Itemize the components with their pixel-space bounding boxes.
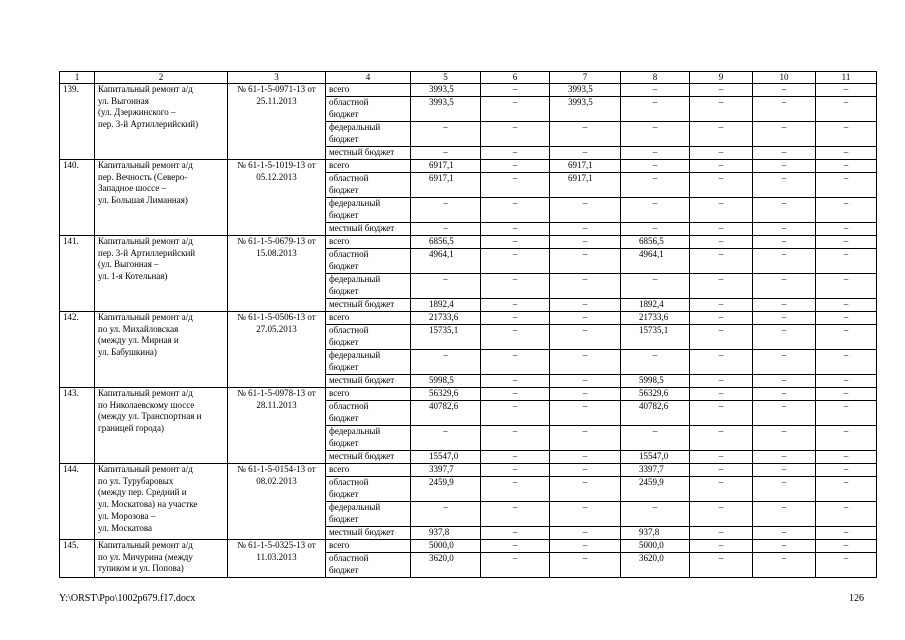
value-col-10: – (753, 540, 816, 553)
value-col-5: 15547,0 (411, 451, 481, 464)
value-col-5: – (411, 426, 481, 451)
value-col-10: – (753, 122, 816, 147)
object-name: Капитальный ремонт а/д по ул. Турубаровых (между пер. Средний и ул. Москатова) на участке ул. Морозова – ул. Москатова (95, 464, 228, 540)
value-col-5: 21733,6 (411, 312, 481, 325)
value-col-10: – (753, 553, 816, 578)
value-col-8: – (621, 97, 690, 122)
value-col-9: – (690, 299, 753, 312)
value-col-9: – (690, 426, 753, 451)
value-col-11: – (816, 274, 877, 299)
row-number: 145. (60, 540, 95, 578)
value-col-8: 21733,6 (621, 312, 690, 325)
value-col-9: – (690, 173, 753, 198)
value-col-6: – (481, 375, 550, 388)
value-col-7: – (550, 553, 621, 578)
row-number: 141. (60, 236, 95, 312)
value-col-7: – (550, 401, 621, 426)
value-col-9: – (690, 147, 753, 160)
column-number-9: 9 (690, 72, 753, 84)
value-col-7: – (550, 236, 621, 249)
value-col-8: 15735,1 (621, 325, 690, 350)
value-col-9: – (690, 249, 753, 274)
funding-source: всего (326, 312, 411, 325)
value-col-6: – (481, 350, 550, 375)
value-col-10: – (753, 84, 816, 97)
value-col-6: – (481, 502, 550, 527)
value-col-7: – (550, 312, 621, 325)
value-col-10: – (753, 173, 816, 198)
value-col-6: – (481, 223, 550, 236)
funding-source: местный бюджет (326, 451, 411, 464)
funding-source: областной бюджет (326, 249, 411, 274)
value-col-9: – (690, 84, 753, 97)
value-col-9: – (690, 553, 753, 578)
footer-file-path: Y:\ORST\Ppo\1002p679.f17.docx (59, 593, 196, 604)
footer-page-number: 126 (849, 593, 864, 604)
value-col-9: – (690, 325, 753, 350)
value-col-5: 15735,1 (411, 325, 481, 350)
value-col-11: – (816, 198, 877, 223)
funding-source: областной бюджет (326, 325, 411, 350)
funding-source: местный бюджет (326, 375, 411, 388)
value-col-5: 6917,1 (411, 173, 481, 198)
value-col-9: – (690, 527, 753, 540)
value-col-10: – (753, 160, 816, 173)
value-col-10: – (753, 97, 816, 122)
funding-source: местный бюджет (326, 299, 411, 312)
value-col-9: – (690, 401, 753, 426)
value-col-8: 937,8 (621, 527, 690, 540)
value-col-10: – (753, 502, 816, 527)
value-col-5: 3397,7 (411, 464, 481, 477)
value-col-9: – (690, 464, 753, 477)
funding-source: областной бюджет (326, 477, 411, 502)
value-col-9: – (690, 388, 753, 401)
value-col-6: – (481, 173, 550, 198)
value-col-10: – (753, 249, 816, 274)
value-col-10: – (753, 198, 816, 223)
value-col-7: – (550, 147, 621, 160)
funding-source: местный бюджет (326, 147, 411, 160)
document-number: № 61-1-5-0679-13 от 15.08.2013 (228, 236, 326, 312)
column-number-6: 6 (481, 72, 550, 84)
object-name: Капитальный ремонт а/д пер. 3-й Артиллерийский (ул. Выгонная – ул. 1-я Котельная) (95, 236, 228, 312)
value-col-10: – (753, 312, 816, 325)
value-col-8: 5000,0 (621, 540, 690, 553)
value-col-7: – (550, 426, 621, 451)
value-col-8: – (621, 223, 690, 236)
value-col-7: – (550, 122, 621, 147)
value-col-7: – (550, 274, 621, 299)
value-col-11: – (816, 160, 877, 173)
value-col-5: 5998,5 (411, 375, 481, 388)
value-col-10: – (753, 527, 816, 540)
value-col-11: – (816, 84, 877, 97)
value-col-11: – (816, 173, 877, 198)
value-col-11: – (816, 97, 877, 122)
value-col-7: – (550, 540, 621, 553)
value-col-6: – (481, 325, 550, 350)
value-col-6: – (481, 97, 550, 122)
value-col-9: – (690, 97, 753, 122)
row-number: 143. (60, 388, 95, 464)
document-number: № 61-1-5-0154-13 от 08.02.2013 (228, 464, 326, 540)
value-col-6: – (481, 553, 550, 578)
funding-source: местный бюджет (326, 527, 411, 540)
value-col-8: – (621, 426, 690, 451)
funding-source: федеральный бюджет (326, 122, 411, 147)
value-col-5: – (411, 502, 481, 527)
column-number-10: 10 (753, 72, 816, 84)
value-col-7: – (550, 451, 621, 464)
row-number: 144. (60, 464, 95, 540)
funding-source: всего (326, 236, 411, 249)
column-number-11: 11 (816, 72, 877, 84)
value-col-6: – (481, 401, 550, 426)
value-col-11: – (816, 236, 877, 249)
value-col-5: 3993,5 (411, 84, 481, 97)
value-col-10: – (753, 274, 816, 299)
column-number-5: 5 (411, 72, 481, 84)
funding-source: областной бюджет (326, 173, 411, 198)
funding-source: федеральный бюджет (326, 502, 411, 527)
value-col-11: – (816, 299, 877, 312)
value-col-7: – (550, 477, 621, 502)
value-col-6: – (481, 84, 550, 97)
value-col-5: 1892,4 (411, 299, 481, 312)
document-number: № 61-1-5-0506-13 от 27.05.2013 (228, 312, 326, 388)
value-col-5: 3993,5 (411, 97, 481, 122)
value-col-11: – (816, 122, 877, 147)
value-col-8: 4964,1 (621, 249, 690, 274)
value-col-11: – (816, 312, 877, 325)
value-col-6: – (481, 274, 550, 299)
value-col-10: – (753, 223, 816, 236)
value-col-7: – (550, 350, 621, 375)
object-name: Капитальный ремонт а/д по Николаевскому шоссе (между ул. Транспортная и границей города) (95, 388, 228, 464)
funding-source: федеральный бюджет (326, 274, 411, 299)
table-row (60, 84, 877, 97)
value-col-8: – (621, 173, 690, 198)
row-number: 139. (60, 84, 95, 160)
value-col-8: 15547,0 (621, 451, 690, 464)
value-col-6: – (481, 527, 550, 540)
value-col-11: – (816, 147, 877, 160)
value-col-6: – (481, 160, 550, 173)
value-col-7: 3993,5 (550, 84, 621, 97)
value-col-8: 3620,0 (621, 553, 690, 578)
column-number-7: 7 (550, 72, 621, 84)
funding-source: местный бюджет (326, 223, 411, 236)
value-col-5: – (411, 274, 481, 299)
funding-source: всего (326, 464, 411, 477)
funding-source: всего (326, 388, 411, 401)
value-col-9: – (690, 477, 753, 502)
value-col-5: 6856,5 (411, 236, 481, 249)
column-number-1: 1 (60, 72, 95, 84)
value-col-11: – (816, 540, 877, 553)
row-number: 142. (60, 312, 95, 388)
value-col-10: – (753, 350, 816, 375)
value-col-7: – (550, 223, 621, 236)
value-col-5: 3620,0 (411, 553, 481, 578)
funding-source: федеральный бюджет (326, 426, 411, 451)
value-col-5: 2459,9 (411, 477, 481, 502)
value-col-5: – (411, 198, 481, 223)
value-col-9: – (690, 375, 753, 388)
value-col-7: 6917,1 (550, 173, 621, 198)
value-col-6: – (481, 477, 550, 502)
value-col-6: – (481, 464, 550, 477)
value-col-6: – (481, 426, 550, 451)
value-col-6: – (481, 388, 550, 401)
value-col-5: 40782,6 (411, 401, 481, 426)
value-col-6: – (481, 236, 550, 249)
value-col-8: 2459,9 (621, 477, 690, 502)
value-col-10: – (753, 477, 816, 502)
value-col-8: – (621, 160, 690, 173)
value-col-6: – (481, 312, 550, 325)
value-col-10: – (753, 147, 816, 160)
value-col-6: – (481, 147, 550, 160)
value-col-7: – (550, 464, 621, 477)
value-col-8: 1892,4 (621, 299, 690, 312)
value-col-8: 6856,5 (621, 236, 690, 249)
value-col-6: – (481, 451, 550, 464)
value-col-9: – (690, 540, 753, 553)
funding-source: областной бюджет (326, 97, 411, 122)
value-col-9: – (690, 274, 753, 299)
value-col-11: – (816, 350, 877, 375)
value-col-9: – (690, 236, 753, 249)
value-col-11: – (816, 451, 877, 464)
value-col-11: – (816, 375, 877, 388)
value-col-11: – (816, 401, 877, 426)
object-name: Капитальный ремонт а/д пер. Вечность (Северо- Западное шоссе – ул. Большая Лиманная) (95, 160, 228, 236)
value-col-10: – (753, 325, 816, 350)
value-col-7: – (550, 299, 621, 312)
value-col-7: – (550, 375, 621, 388)
value-col-10: – (753, 236, 816, 249)
column-number-8: 8 (621, 72, 690, 84)
funding-source: областной бюджет (326, 401, 411, 426)
column-number-2: 2 (95, 72, 228, 84)
value-col-9: – (690, 451, 753, 464)
value-col-8: 3397,7 (621, 464, 690, 477)
value-col-9: – (690, 312, 753, 325)
value-col-9: – (690, 223, 753, 236)
column-number-3: 3 (228, 72, 326, 84)
document-number: № 61-1-5-0978-13 от 28.11.2013 (228, 388, 326, 464)
value-col-11: – (816, 325, 877, 350)
value-col-5: 5000,0 (411, 540, 481, 553)
value-col-11: – (816, 553, 877, 578)
table-row (60, 236, 877, 249)
funding-source: всего (326, 540, 411, 553)
document-number: № 61-1-5-0325-13 от 11.03.2013 (228, 540, 326, 578)
value-col-8: – (621, 274, 690, 299)
funding-source: федеральный бюджет (326, 350, 411, 375)
value-col-5: – (411, 223, 481, 236)
value-col-10: – (753, 375, 816, 388)
table-row (60, 160, 877, 173)
object-name: Капитальный ремонт а/д по ул. Мичурина (между тупиком и ул. Попова) (95, 540, 228, 578)
value-col-8: 5998,5 (621, 375, 690, 388)
value-col-9: – (690, 502, 753, 527)
value-col-11: – (816, 388, 877, 401)
value-col-10: – (753, 426, 816, 451)
value-col-11: – (816, 464, 877, 477)
value-col-5: – (411, 350, 481, 375)
value-col-7: – (550, 388, 621, 401)
value-col-5: – (411, 147, 481, 160)
value-col-6: – (481, 299, 550, 312)
value-col-8: – (621, 198, 690, 223)
value-col-7: – (550, 249, 621, 274)
value-col-8: – (621, 350, 690, 375)
funding-source: областной бюджет (326, 553, 411, 578)
document-number: № 61-1-5-0971-13 от 25.11.2013 (228, 84, 326, 160)
value-col-9: – (690, 122, 753, 147)
funding-source: всего (326, 84, 411, 97)
value-col-9: – (690, 198, 753, 223)
value-col-7: – (550, 527, 621, 540)
value-col-8: 56329,6 (621, 388, 690, 401)
value-col-7: 6917,1 (550, 160, 621, 173)
value-col-5: – (411, 122, 481, 147)
document-number: № 61-1-5-1019-13 от 05.12.2013 (228, 160, 326, 236)
program-table (59, 71, 877, 578)
value-col-8: – (621, 147, 690, 160)
funding-source: всего (326, 160, 411, 173)
value-col-11: – (816, 477, 877, 502)
value-col-5: 4964,1 (411, 249, 481, 274)
value-col-8: 40782,6 (621, 401, 690, 426)
value-col-11: – (816, 502, 877, 527)
value-col-5: 6917,1 (411, 160, 481, 173)
value-col-6: – (481, 540, 550, 553)
value-col-11: – (816, 223, 877, 236)
value-col-7: – (550, 502, 621, 527)
value-col-5: 56329,6 (411, 388, 481, 401)
value-col-9: – (690, 350, 753, 375)
value-col-10: – (753, 401, 816, 426)
object-name: Капитальный ремонт а/д ул. Выгонная (ул. Дзержинского – пер. 3-й Артиллерийский) (95, 84, 228, 160)
value-col-7: 3993,5 (550, 97, 621, 122)
column-number-4: 4 (326, 72, 411, 84)
value-col-11: – (816, 527, 877, 540)
object-name: Капитальный ремонт а/д по ул. Михайловская (между ул. Мирная и ул. Бабушкина) (95, 312, 228, 388)
table-row (60, 388, 877, 401)
value-col-7: – (550, 325, 621, 350)
row-number: 140. (60, 160, 95, 236)
table-row (60, 464, 877, 477)
value-col-11: – (816, 426, 877, 451)
value-col-6: – (481, 198, 550, 223)
value-col-10: – (753, 388, 816, 401)
value-col-7: – (550, 198, 621, 223)
value-col-6: – (481, 249, 550, 274)
value-col-11: – (816, 249, 877, 274)
value-col-8: – (621, 122, 690, 147)
value-col-10: – (753, 451, 816, 464)
value-col-9: – (690, 160, 753, 173)
value-col-10: – (753, 299, 816, 312)
table-row (60, 312, 877, 325)
value-col-8: – (621, 84, 690, 97)
value-col-5: 937,8 (411, 527, 481, 540)
column-number-row (60, 72, 877, 84)
value-col-8: – (621, 502, 690, 527)
table-row (60, 540, 877, 553)
value-col-10: – (753, 464, 816, 477)
value-col-6: – (481, 122, 550, 147)
funding-source: федеральный бюджет (326, 198, 411, 223)
